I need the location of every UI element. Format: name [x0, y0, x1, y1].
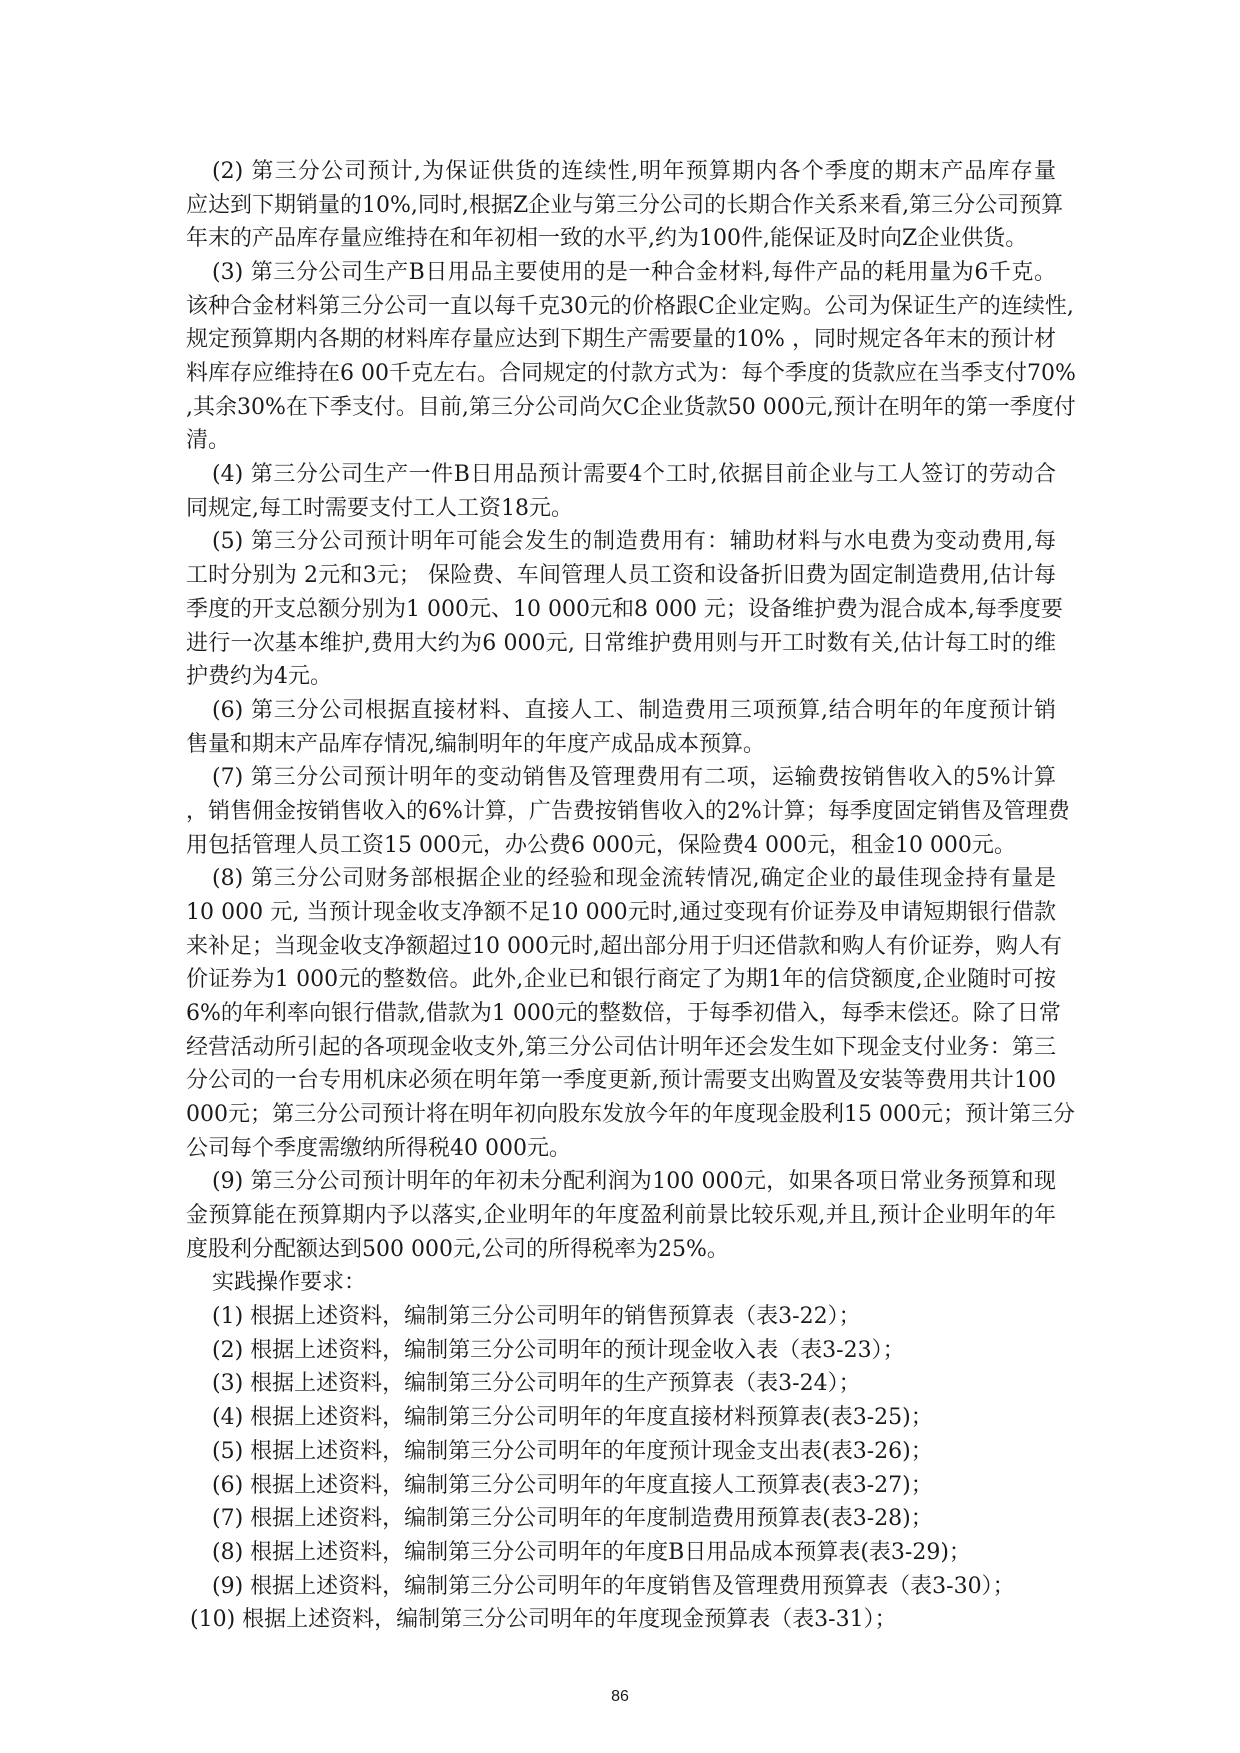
paragraph-line: 10 000 元, 当预计现金收支净额不足10 000元时,通过变现有价证券及申请短期银行借款: [186, 900, 1056, 925]
paragraph-line: 同规定,每工时需要支付工人工资18元。: [186, 496, 573, 521]
requirement-item: (7) 根据上述资料，编制第三分公司明年的年度制造费用预算表(表3-28)；: [212, 1506, 933, 1531]
paragraph-line: 规定预算期内各期的材料库存量应达到下期生产需要量的10% ，同时规定各年末的预计材: [186, 327, 1056, 352]
paragraph-line: 清。: [186, 428, 231, 453]
paragraph-line: (3) 第三分公司生产B日用品主要使用的是一种合金材料,每件产品的耗用量为6千克。: [212, 260, 1056, 285]
paragraph-line: 度股利分配额达到500 000元,公司的所得税率为25%。: [186, 1237, 729, 1262]
requirement-item: (4) 根据上述资料，编制第三分公司明年的年度直接材料预算表(表3-25)；: [212, 1405, 933, 1430]
paragraph-line: 000元；第三分公司预计将在明年初向股东发放今年的年度现金股利15 000元；预计第三分: [186, 1102, 1075, 1127]
requirement-item: (1) 根据上述资料，编制第三分公司明年的销售预算表（表3-22）；: [212, 1304, 861, 1329]
requirement-item: (5) 根据上述资料，编制第三分公司明年的年度预计现金支出表(表3-26)；: [212, 1439, 933, 1464]
requirement-item: (3) 根据上述资料，编制第三分公司明年的生产预算表（表3-24）；: [212, 1371, 861, 1396]
paragraph-line: ,其余30%在下季支付。目前,第三分公司尚欠C企业货款50 000元,预计在明年的第一季度付: [186, 395, 1076, 420]
requirements-heading: 实践操作要求：: [212, 1270, 367, 1295]
paragraph-line: 6%的年利率向银行借款,借款为1 000元的整数倍，于每季初借入，每季末偿还。除了日常: [186, 1001, 1061, 1026]
paragraph-line: ，销售佣金按销售收入的6%计算，广告费按销售收入的2%计算；每季度固定销售及管理费: [186, 799, 1070, 824]
paragraph-line: 金预算能在预算期内予以落实,企业明年的年度盈利前景比较乐观,并且,预计企业明年的年: [186, 1203, 1056, 1228]
paragraph-line: 该种合金材料第三分公司一直以每千克30元的价格跟C企业定购。公司为保证生产的连续性,: [186, 294, 1074, 319]
requirement-item: (9) 根据上述资料，编制第三分公司明年的年度销售及管理费用预算表（表3-30）；: [212, 1574, 1015, 1599]
paragraph-line: 料库存应维持在6 00千克左右。合同规定的付款方式为：每个季度的货款应在当季支付70%: [186, 361, 1076, 386]
paragraph-line: (2) 第三分公司预计,为保证供货的连续性,明年预算期内各个季度的期末产品库存量: [212, 159, 1056, 184]
paragraph-line: 用包括管理人员工资15 000元，办公费6 000元，保险费4 000元，租金10 000元。: [186, 833, 1016, 858]
paragraph-line: (4) 第三分公司生产一件B日用品预计需要4个工时,依据目前企业与工人签订的劳动合: [212, 462, 1056, 487]
paragraph-line: 公司每个季度需缴纳所得税40 000元。: [186, 1136, 571, 1161]
paragraph-line: 工时分别为 2元和3元； 保险费、车间管理人员工资和设备折旧费为固定制造费用,估计每: [186, 563, 1056, 588]
paragraph-line: (8) 第三分公司财务部根据企业的经验和现金流转情况,确定企业的最佳现金持有量是: [212, 866, 1056, 891]
requirement-item: (10) 根据上述资料，编制第三分公司明年的年度现金预算表（表3-31）；: [190, 1607, 897, 1632]
paragraph-line: 护费约为4元。: [186, 664, 332, 689]
paragraph-line: 来补足；当现金收支净额超过10 000元时,超出部分用于归还借款和购人有价证券，购人有: [186, 934, 1062, 959]
paragraph-line: 分公司的一台专用机床必须在明年第一季度更新,预计需要支出购置及安装等费用共计100: [186, 1068, 1056, 1093]
paragraph-line: 价证券为1 000元的整数倍。此外,企业已和银行商定了为期1年的信贷额度,企业随时可按: [186, 967, 1056, 992]
paragraph-line: 应达到下期销量的10%,同时,根据Z企业与第三分公司的长期合作关系来看,第三分公司预算: [186, 193, 1064, 218]
paragraph-line: (9) 第三分公司预计明年的年初未分配利润为100 000元，如果各项日常业务预算和现: [212, 1169, 1056, 1194]
paragraph-line: (5) 第三分公司预计明年可能会发生的制造费用有：辅助材料与水电费为变动费用,每: [212, 529, 1056, 554]
paragraph-line: 售量和期末产品库存情况,编制明年的年度产成品成本预算。: [186, 732, 765, 757]
paragraph-line: 进行一次基本维护,费用大约为6 000元, 日常维护费用则与开工时数有关,估计每工时的维: [186, 631, 1056, 656]
paragraph-line: 年末的产品库存量应维持在和年初相一致的水平,约为100件,能保证及时向Z企业供货。: [186, 226, 1028, 251]
requirement-item: (2) 根据上述资料，编制第三分公司明年的预计现金收入表（表3-23）；: [212, 1338, 905, 1363]
requirement-item: (6) 根据上述资料，编制第三分公司明年的年度直接人工预算表(表3-27)；: [212, 1473, 933, 1498]
page-number: 86: [611, 1688, 629, 1705]
paragraph-line: 经营活动所引起的各项现金收支外,第三分公司估计明年还会发生如下现金支付业务：第三: [186, 1035, 1056, 1060]
paragraph-line: 季度的开支总额分别为1 000元、10 000元和8 000 元；设备维护费为混合成本,每季度要: [186, 597, 1063, 622]
requirement-item: (8) 根据上述资料，编制第三分公司明年的年度B日用品成本预算表(表3-29)；: [212, 1540, 971, 1565]
paragraph-line: (7) 第三分公司预计明年的变动销售及管理费用有二项，运输费按销售收入的5%计算: [212, 765, 1056, 790]
paragraph-line: (6) 第三分公司根据直接材料、直接人工、制造费用三项预算,结合明年的年度预计销: [212, 698, 1056, 723]
